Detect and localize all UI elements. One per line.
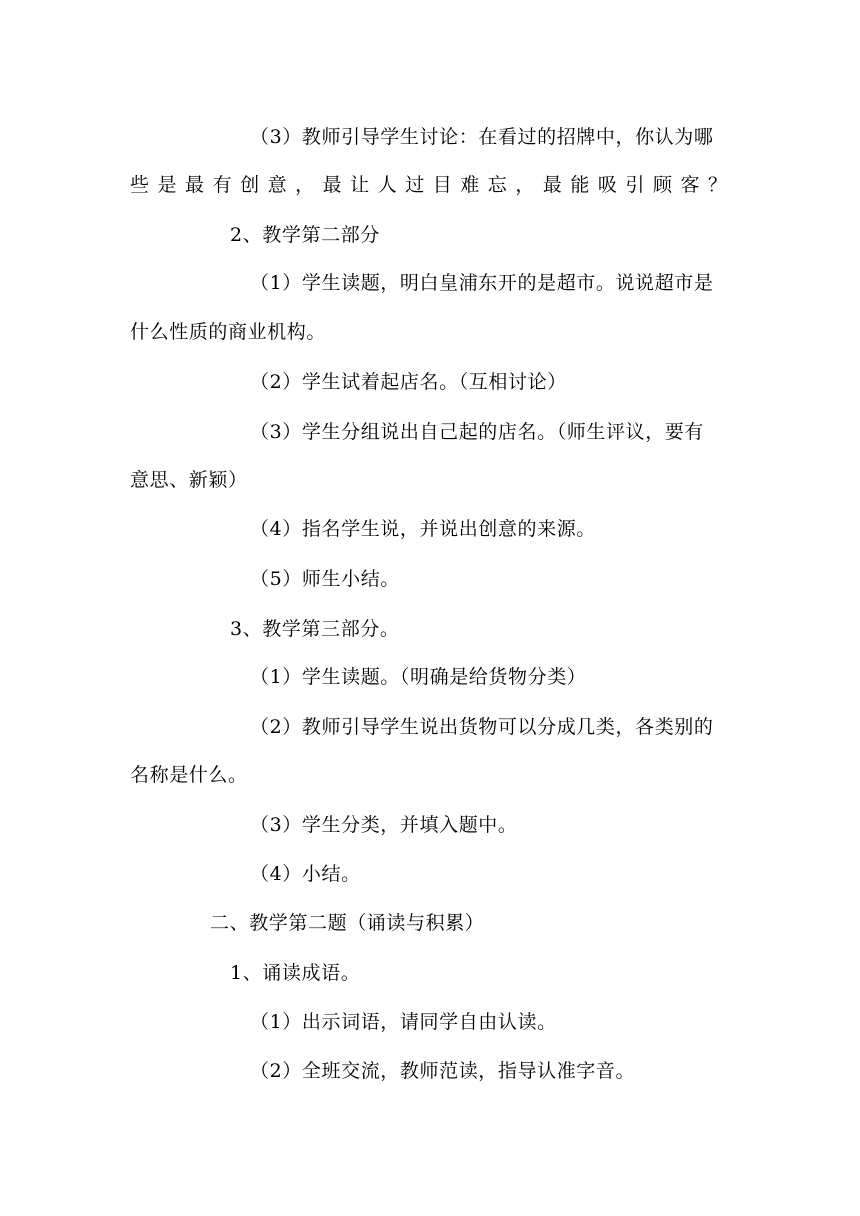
paragraph-line-20: （2）全班交流，教师范读，指导认准字音。 [250, 1060, 636, 1082]
paragraph-line-6: （2）学生试着起店名。（互相讨论） [250, 371, 567, 393]
paragraph-line-13: （2）教师引导学生说出货物可以分成几类，各类别的 [250, 716, 714, 738]
section-heading-2: 2、教学第二部分 [230, 224, 380, 246]
paragraph-line-14: 名称是什么。 [130, 764, 248, 786]
paragraph-line-8: 意思、新颖） [130, 469, 248, 491]
paragraph-line-16: （4）小结。 [250, 863, 361, 885]
section-heading-3: 3、教学第三部分。 [230, 618, 400, 640]
paragraph-line-5: 什么性质的商业机构。 [130, 321, 327, 343]
paragraph-line-9: （4）指名学生说，并说出创意的来源。 [250, 518, 596, 540]
paragraph-line-12: （1）学生读题。（明确是给货物分类） [250, 666, 587, 688]
paragraph-line-7: （3）学生分组说出自己起的店名。（师生评议，要有 [250, 421, 704, 443]
paragraph-line-15: （3）学生分类，并填入题中。 [250, 814, 518, 836]
section-heading-two: 二、教学第二题（诵读与积累） [210, 912, 485, 934]
paragraph-line-2: 些是最有创意，最让人过目难忘，最能吸引顾客？ [130, 174, 727, 196]
paragraph-line-19: （1）出示词语，请同学自由认读。 [250, 1011, 557, 1033]
paragraph-line-10: （5）师生小结。 [250, 568, 400, 590]
paragraph-line-4: （1）学生读题，明白皇浦东开的是超市。说说超市是 [250, 272, 714, 294]
paragraph-line-1: （3）教师引导学生讨论：在看过的招牌中，你认为哪 [250, 126, 714, 148]
subsection-heading-1: 1、诵读成语。 [230, 962, 361, 984]
